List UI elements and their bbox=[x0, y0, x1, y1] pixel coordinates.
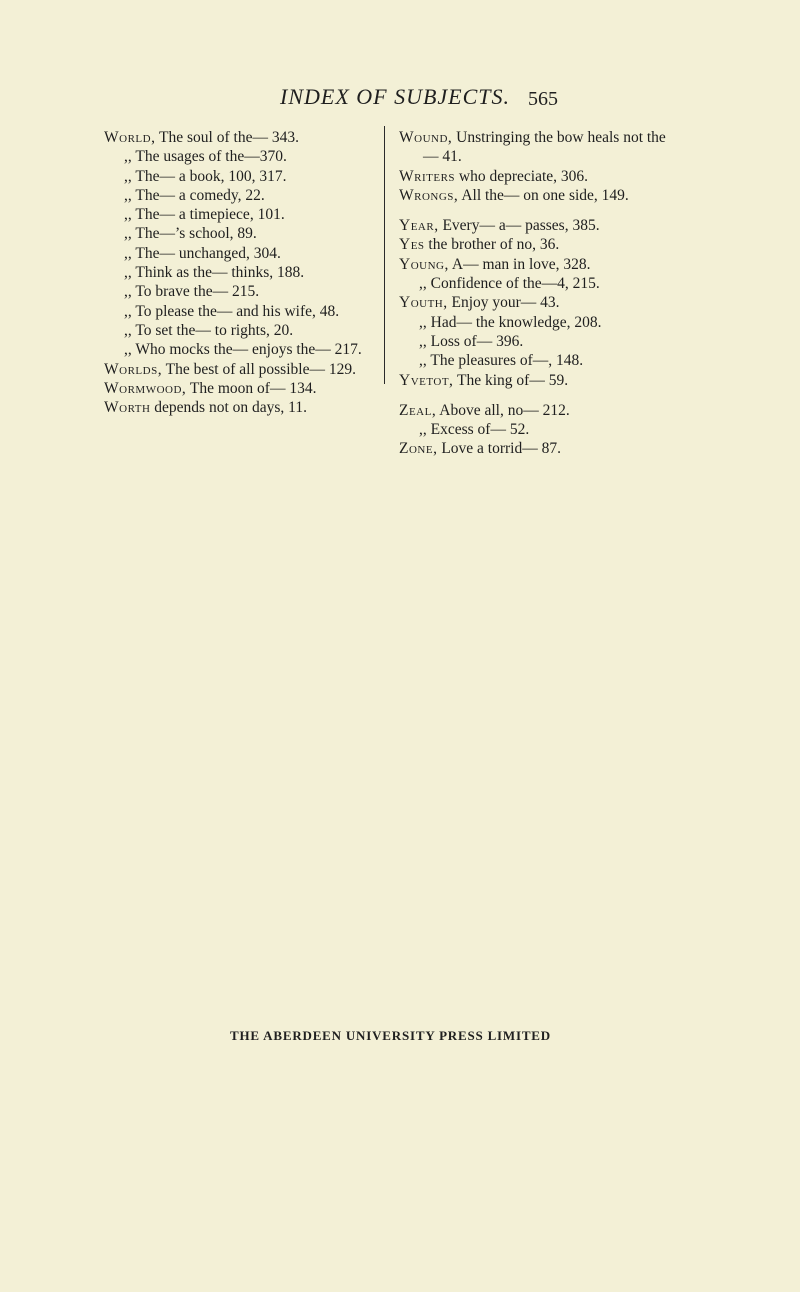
entry-text: ,, Think as the— thinks, 188. bbox=[124, 264, 305, 282]
index-subentry bbox=[104, 244, 376, 263]
entry-text: The king of— 59. bbox=[453, 371, 569, 389]
entry-text: ,, The— unchanged, 304. bbox=[124, 244, 281, 262]
entry-keyword: Wormwood, bbox=[104, 379, 187, 397]
index-subentry bbox=[104, 224, 376, 243]
index-entry bbox=[399, 439, 671, 458]
index-entry bbox=[399, 235, 671, 254]
index-entry bbox=[399, 128, 671, 167]
entry-keyword: World, bbox=[104, 129, 156, 146]
entry-text: the brother of no, 36. bbox=[424, 236, 560, 254]
entry-text: Love a torrid— 87. bbox=[437, 440, 561, 458]
column-divider bbox=[384, 126, 385, 384]
index-entry bbox=[104, 379, 376, 398]
entry-spacer bbox=[399, 205, 671, 216]
index-column-right bbox=[399, 128, 671, 459]
entry-keyword: Writers bbox=[399, 167, 456, 185]
entry-keyword: Youth, bbox=[399, 294, 448, 312]
entry-keyword: Zone, bbox=[399, 440, 438, 458]
entry-text: ,, To please the— and his wife, 48. bbox=[124, 302, 340, 320]
index-subentry bbox=[104, 147, 376, 166]
entry-text: ,, The usages of the—370. bbox=[124, 148, 287, 166]
page-title: INDEX OF SUBJECTS. bbox=[280, 84, 511, 109]
entry-text: Above all, no— 212. bbox=[436, 401, 570, 419]
index-subentry bbox=[399, 420, 671, 439]
entry-text: ,, Confidence of the—4, 215. bbox=[419, 275, 600, 293]
entry-text: ,, Loss of— 396. bbox=[419, 332, 524, 350]
index-subentry bbox=[399, 274, 671, 293]
entry-keyword: Yes bbox=[399, 236, 425, 254]
index-entry bbox=[399, 167, 671, 186]
entry-text: Unstringing the bow heals not the— 41. bbox=[423, 129, 666, 166]
entry-text: ,, Excess of— 52. bbox=[419, 421, 530, 439]
entry-keyword: Yvetot, bbox=[399, 371, 454, 389]
index-entry bbox=[104, 360, 376, 379]
entry-keyword: Wrongs, bbox=[399, 186, 459, 204]
index-subentry bbox=[104, 340, 376, 359]
entry-text: The best of all possible— 129. bbox=[162, 360, 356, 378]
entry-keyword: Zeal, bbox=[399, 401, 437, 419]
entry-text: The moon of— 134. bbox=[186, 379, 317, 397]
entry-text: ,, To set the— to rights, 20. bbox=[124, 321, 294, 339]
index-entry bbox=[399, 216, 671, 235]
entry-keyword: Worth bbox=[104, 399, 151, 417]
entry-spacer bbox=[399, 390, 671, 401]
entry-text: Enjoy your— 43. bbox=[447, 294, 560, 312]
index-entry bbox=[399, 401, 671, 420]
running-head bbox=[0, 84, 800, 114]
entry-text: All the— on one side, 149. bbox=[458, 186, 629, 204]
index-subentry bbox=[399, 313, 671, 332]
index-subentry bbox=[104, 282, 376, 301]
entry-text: Every— a— passes, 385. bbox=[438, 217, 600, 235]
printer-imprint: THE ABERDEEN UNIVERSITY PRESS LIMITED bbox=[230, 1028, 551, 1043]
entry-keyword: Wound, bbox=[399, 129, 453, 146]
entry-keyword: Worlds, bbox=[104, 360, 163, 378]
page-number: 565 bbox=[528, 88, 558, 110]
index-subentry bbox=[104, 186, 376, 205]
index-subentry bbox=[399, 332, 671, 351]
index-subentry bbox=[104, 167, 376, 186]
entry-text: ,, Who mocks the— enjoys the— 217. bbox=[124, 341, 362, 359]
index-subentry bbox=[104, 263, 376, 282]
index-subentry bbox=[104, 302, 376, 321]
index-entry bbox=[104, 398, 376, 417]
entry-text: A— man in love, 328. bbox=[448, 255, 591, 273]
index-entry bbox=[104, 128, 376, 147]
entry-keyword: Year, bbox=[399, 217, 439, 235]
entry-text: The soul of the— 343. bbox=[155, 129, 299, 146]
index-column-left bbox=[104, 128, 376, 417]
entry-text: ,, The— a book, 100, 317. bbox=[124, 167, 287, 185]
entry-text: ,, The—’s school, 89. bbox=[124, 225, 257, 243]
index-entry bbox=[399, 186, 671, 205]
entry-text: ,, The— a timepiece, 101. bbox=[124, 206, 285, 224]
entry-text: ,, The pleasures of—, 148. bbox=[419, 352, 584, 370]
entry-text: who depreciate, 306. bbox=[455, 167, 589, 185]
entry-text: ,, The— a comedy, 22. bbox=[124, 186, 265, 204]
index-subentry bbox=[399, 351, 671, 370]
index-entry bbox=[399, 293, 671, 312]
entry-keyword: Young, bbox=[399, 255, 449, 273]
index-subentry bbox=[104, 321, 376, 340]
index-subentry bbox=[104, 205, 376, 224]
index-entry bbox=[399, 371, 671, 390]
entry-text: ,, Had— the knowledge, 208. bbox=[419, 313, 602, 331]
entry-text: ,, To brave the— 215. bbox=[124, 283, 260, 301]
entry-text: depends not on days, 11. bbox=[150, 399, 307, 417]
index-entry bbox=[399, 255, 671, 274]
